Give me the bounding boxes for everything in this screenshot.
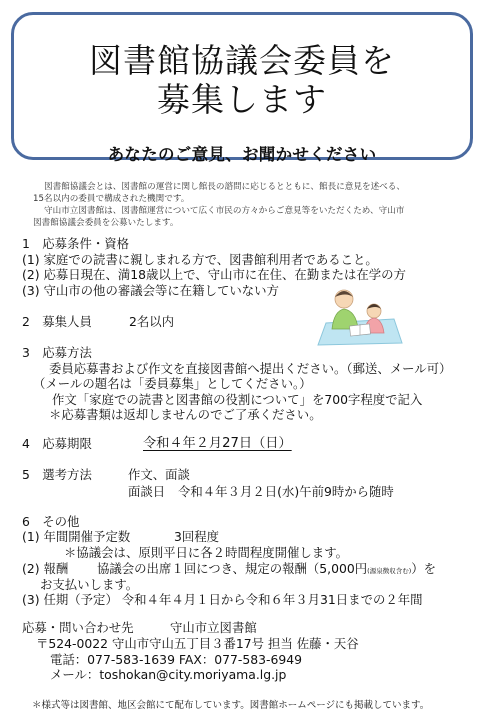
section-3-line-2: （メールの題名は「委員募集」としてください。）	[33, 376, 312, 391]
title-box	[11, 12, 473, 164]
page-title-line1: 図書館協議会委員を	[89, 41, 395, 80]
section-1-item-3: (3) 守山市の他の審議会等に在籍していない方	[22, 283, 279, 298]
section-5-label: 5 選考方法	[22, 467, 92, 482]
section-3-line-3: 作文「家庭での読書と図書館の役割について」を700字程度で記入	[52, 392, 423, 407]
section-5-value: 作文、面談	[128, 467, 190, 482]
section-6-item-1-note: ＊協議会は、原則平日に各２時間程度開催します。	[64, 545, 348, 560]
fee-text-end: ）を	[411, 561, 437, 576]
page-subtitle: あなたのご意見、お聞かせください	[107, 145, 377, 164]
contact-address: 〒524-0022 守山市守山五丁目３番17号 担当 佐藤・天谷	[36, 636, 359, 651]
section-6-item-1-value: 3回程度	[174, 529, 220, 544]
section-6-item-2-label: (2) 報酬	[22, 561, 69, 576]
section-3-line-1: 委員応募書および作文を直接図書館へ提出ください。（郵送、メール可）	[49, 361, 452, 376]
footer-note: ＊様式等は図書館、地区会館にて配布しています。図書館ホームページにも掲載しています。	[32, 700, 430, 711]
intro-line-2: 15名以内の委員で構成された機関です。	[33, 194, 190, 204]
section-6-item-1-label: (1) 年間開催予定数	[22, 529, 131, 544]
fee-text: 協議会の出席１回につき、規定の報酬（5,000円	[97, 561, 368, 576]
section-1-item-1: (1) 家庭での読書に親しまれる方で、図書館利用者であること。	[22, 252, 378, 267]
section-6-item-2-line	[97, 561, 436, 579]
section-3-heading: 3 応募方法	[22, 345, 92, 360]
section-6-item-2-continued: お支払いします。	[40, 577, 139, 592]
deadline-value: 令和４年２月27日（日）	[143, 436, 292, 451]
section-3-line-4: ＊応募書類は返却しませんのでご了承ください。	[49, 407, 322, 422]
contact-org: 守山市立図書館	[170, 620, 257, 635]
contact-mail: メール：toshokan@city.moriyama.lg.jp	[50, 667, 287, 682]
interview-label: 面談日	[128, 484, 166, 499]
intro-line-3: 守山市立図書館は、図書館運営について広く市民の方々からご意見等をいただくため、守山市	[44, 206, 405, 216]
interview-value: 令和４年３月２日(水)午前9時から随時	[178, 484, 394, 499]
section-2-label: 2 募集人員	[22, 314, 92, 329]
section-1-item-2: (2) 応募日現在、満18歳以上で、守山市に在住、在勤または在学の方	[22, 267, 406, 282]
section-1-heading: 1 応募条件・資格	[22, 236, 130, 251]
section-6-heading: 6 その他	[22, 514, 80, 529]
section-6-item-3: (3) 任期（予定） 令和４年４月１日から令和６年３月31日までの２年間	[22, 592, 423, 607]
page-title-line2: 募集します	[157, 80, 327, 119]
intro-line-1: 図書館協議会とは、図書館の運営に関し館長の諮問に応じるとともに、館長に意見を述べる、	[44, 182, 405, 192]
section-2-value: 2名以内	[129, 314, 175, 329]
reading-illustration	[316, 285, 404, 347]
fee-small-note: (源泉徴収含む)	[367, 567, 412, 575]
section-4-label: 4 応募期限	[22, 436, 92, 451]
intro-line-4: 図書館協議会委員を公募いたします。	[33, 218, 179, 228]
contact-phone: 電話：077-583-1639 FAX：077-583-6949	[50, 652, 303, 667]
contact-label: 応募・問い合わせ先	[22, 620, 134, 635]
